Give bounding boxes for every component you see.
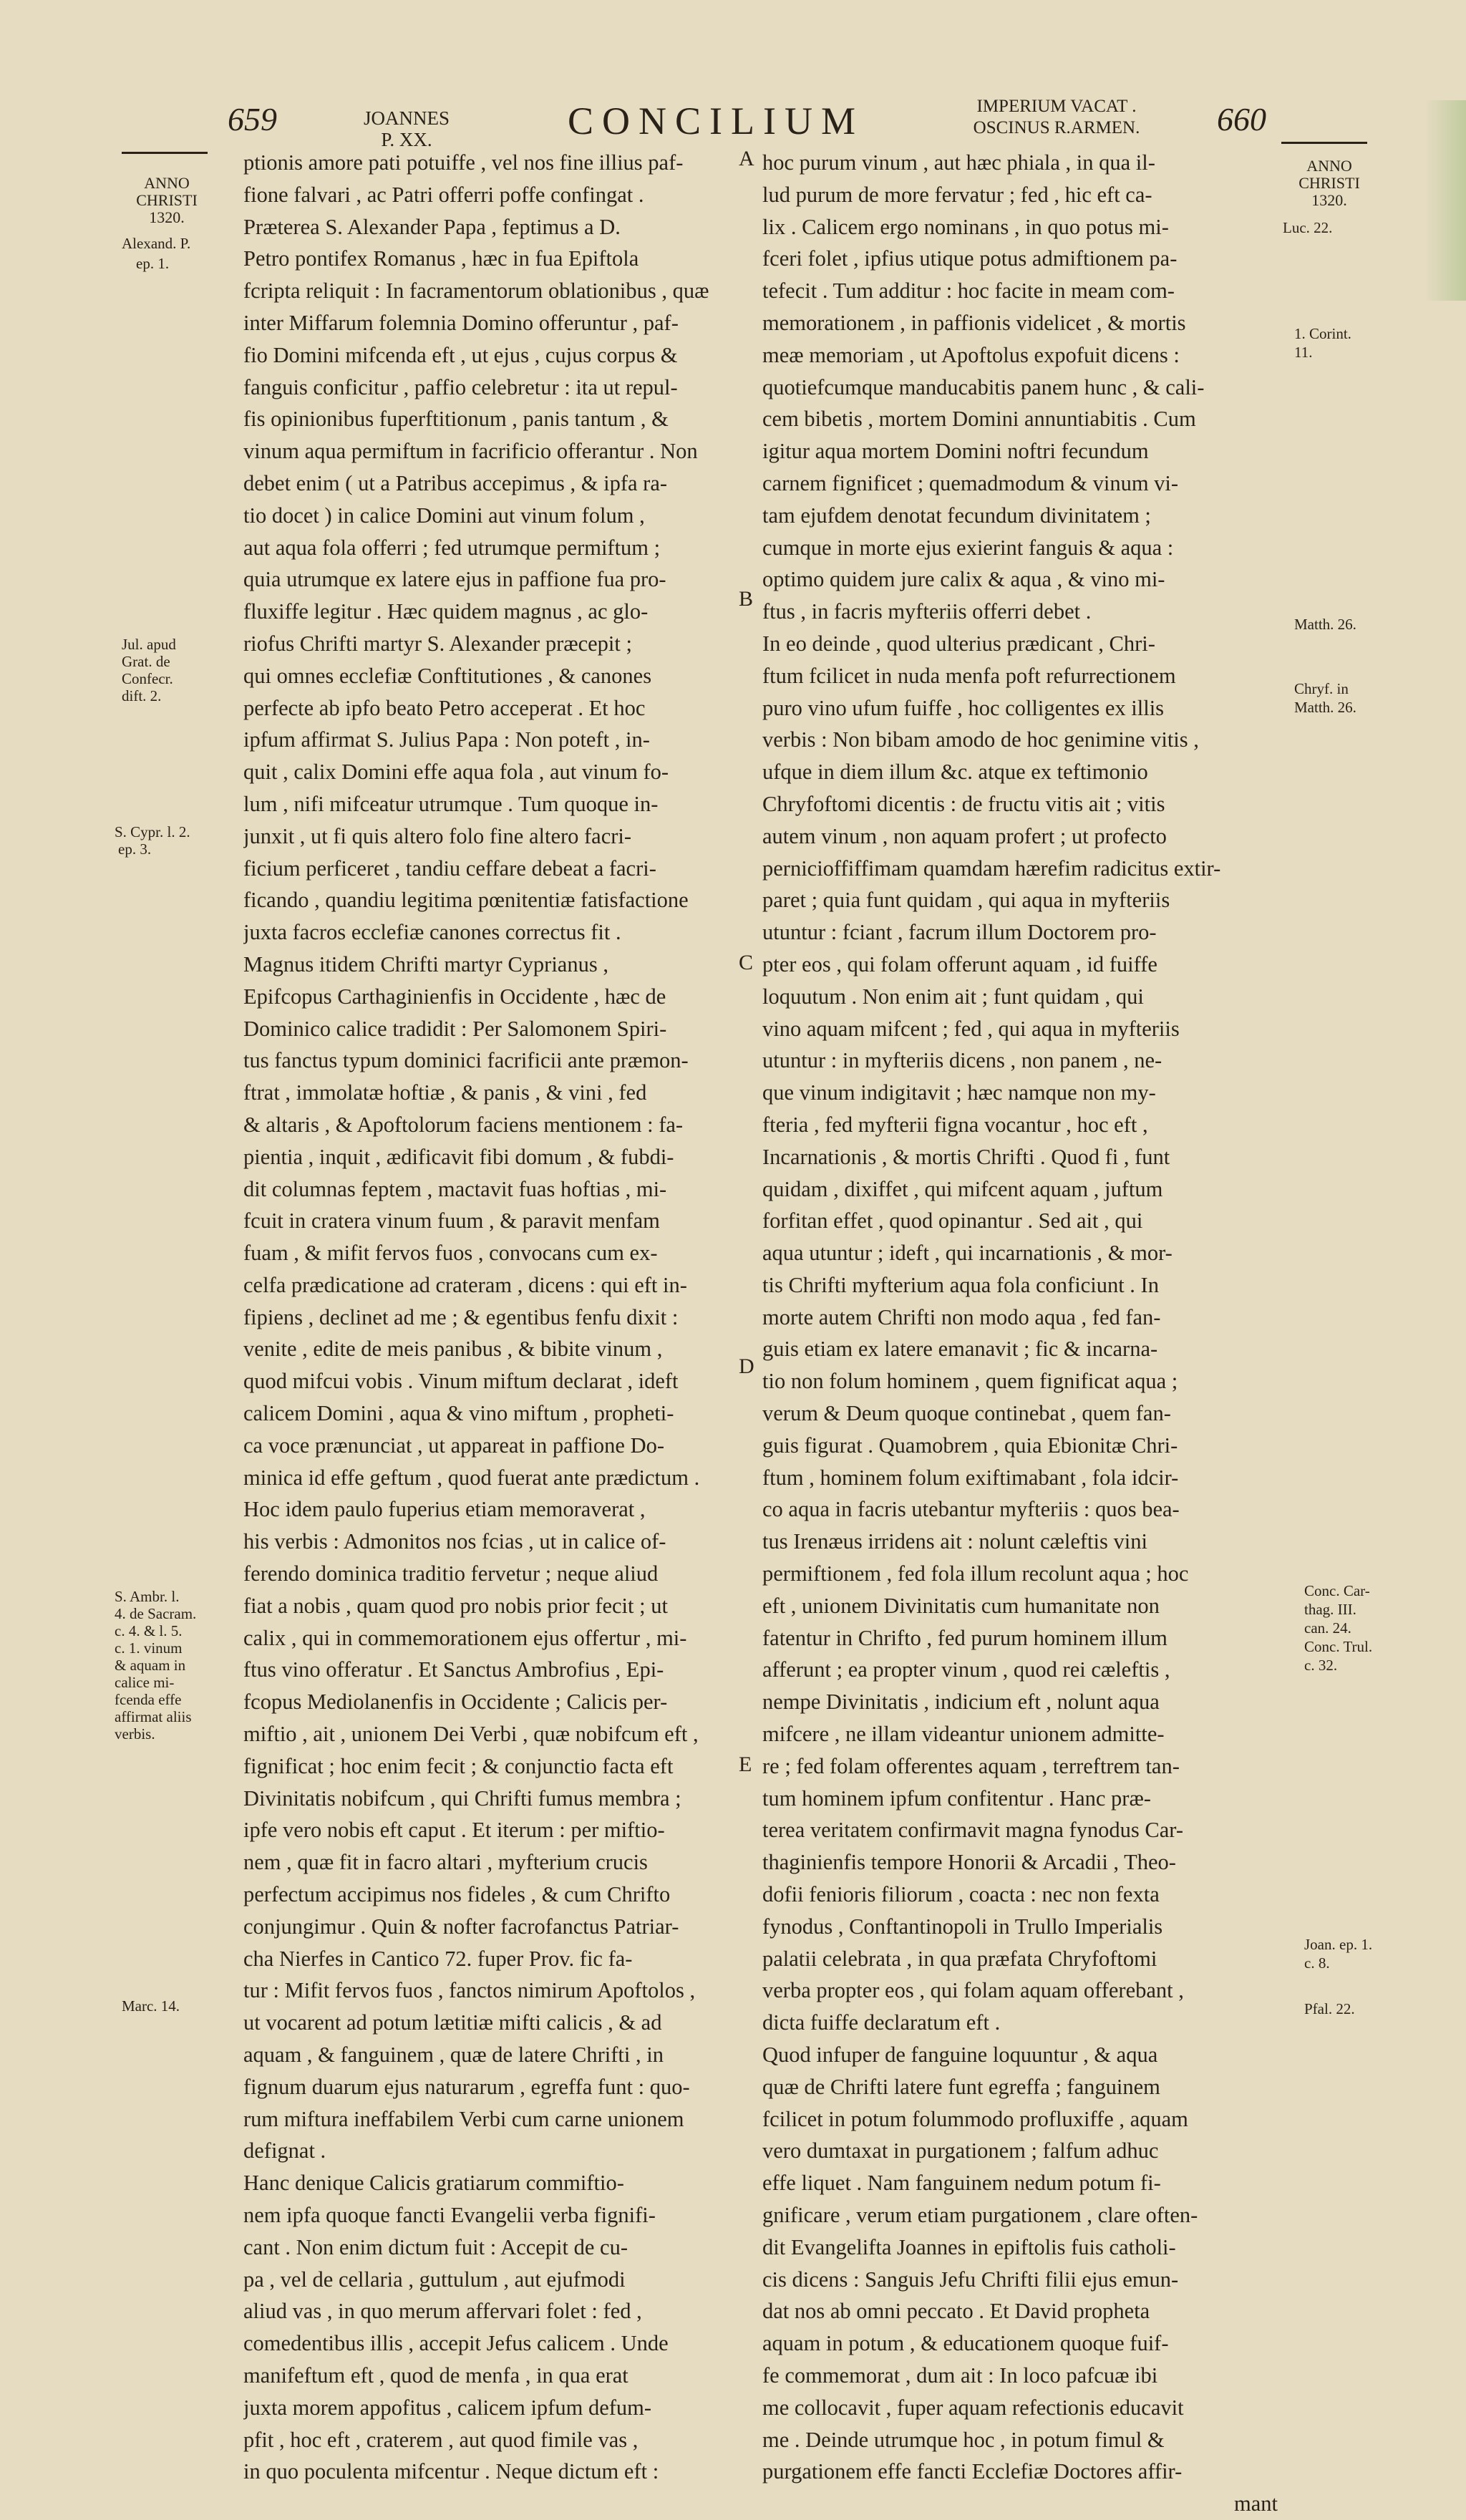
text-line: fe commemorat , dum ait : In loco pafcuæ ibi xyxy=(762,2362,1158,2388)
text-line: dat nos ab omni peccato . Et David propheta xyxy=(762,2299,1150,2324)
anno-left xyxy=(120,175,213,226)
margin-note: Alexand. P. xyxy=(122,235,191,252)
text-line: verbis : Non bibam amodo de hoc genimine vitis , xyxy=(762,727,1199,752)
text-line: fignificat ; hoc enim fecit ; & conjunctio facta eft xyxy=(243,1753,674,1778)
margin-note: c. 8. xyxy=(1304,1954,1330,1972)
text-line: Hanc denique Calicis gratiarum commiftio- xyxy=(243,2171,624,2196)
right-page-number: 660 xyxy=(1217,101,1266,137)
text-line: palatii celebrata , in qua præfata Chryfoftomi xyxy=(762,1946,1157,1971)
text-line: fceri folet , ipfius utique potus admiftionem pa- xyxy=(762,246,1178,271)
text-line: purgationem effe fancti Ecclefiæ Doctores affir- xyxy=(762,2459,1183,2484)
text-line: tam ejufdem denotat fecundum divinitatem ; xyxy=(762,503,1151,528)
text-line: fynodus , Conftantinopoli in Trullo Imperialis xyxy=(762,1914,1163,1939)
text-line: autem vinum , non aquam profert ; ut profecto xyxy=(762,823,1167,848)
margin-note: Jul. apud xyxy=(122,636,176,653)
text-line: re ; fed folam offerentes aquam , terreftrem tan- xyxy=(762,1753,1180,1778)
text-line: tus Irenæus irridens ait : nolunt cæleftis vini xyxy=(762,1529,1147,1554)
text-line: ftum , hominem folum exiftimabant , fola idcir- xyxy=(762,1465,1179,1490)
margin-note: Confecr. xyxy=(122,670,173,687)
text-line: co aqua in facris utebantur myfteriis : quos bea- xyxy=(762,1497,1180,1522)
margin-note: thag. III. xyxy=(1304,1601,1356,1618)
text-line: defignat . xyxy=(243,2138,326,2163)
text-line: minica id effe geftum , quod fuerat ante prædictum . xyxy=(243,1465,700,1490)
running-head-line: IMPERIUM VACAT . xyxy=(976,97,1137,116)
text-line: qui omnes ecclefiæ Conftitutiones , & canones xyxy=(243,663,652,688)
text-line: afferunt ; ea propter vinum , quod rei cæleftis , xyxy=(762,1657,1170,1682)
text-line: juxta morem appofitus , calicem ipfum defum- xyxy=(243,2395,652,2420)
left-margin-rule xyxy=(122,152,208,154)
text-line: dicta fuiffe declaratum eft . xyxy=(762,2010,1001,2035)
text-line: quotiefcumque manducabitis panem hunc , & cali- xyxy=(762,374,1205,399)
margin-note: ep. 3. xyxy=(118,840,152,858)
margin-note: Grat. de xyxy=(122,653,170,670)
anno-right xyxy=(1283,158,1376,209)
text-line: ca voce prænunciat , ut appareat in paffione Do- xyxy=(243,1433,665,1458)
text-line: cumque in morte ejus exierint fanguis & aqua : xyxy=(762,535,1174,560)
text-line: eft , unionem Divinitatis cum humanitate non xyxy=(762,1593,1160,1618)
text-line: pernicioffiffimam quamdam hærefim radicitus extir- xyxy=(762,856,1221,881)
section-letter-a: A xyxy=(739,147,754,170)
text-line: fcilicet in potum folummodo profluxiffe , aquam xyxy=(762,2106,1188,2131)
text-line: inter Miffarum folemnia Domino offeruntur , paf- xyxy=(243,310,679,335)
text-line: aut aqua fola offerri ; fed utrumque permiftum ; xyxy=(243,535,661,560)
text-line: aliud vas , in quo merum affervari folet : fed , xyxy=(243,2299,642,2324)
anno-label: ANNO xyxy=(144,174,190,192)
margin-note: c. 32. xyxy=(1304,1657,1338,1674)
text-line: forfitan effet , quod opinantur . Sed ait , qui xyxy=(762,1208,1143,1234)
text-line: cem bibetis , mortem Domini annuntiabitis . Cum xyxy=(762,407,1196,432)
running-head-line: OSCINUS R.ARMEN. xyxy=(973,118,1140,137)
text-line: Petro pontifex Romanus , hæc in fua Epiftola xyxy=(243,246,639,271)
margin-note: Conc. Trul. xyxy=(1304,1638,1373,1655)
text-line: tio docet ) in calice Domini aut vinum folum , xyxy=(243,503,645,528)
text-line: tio non folum hominem , quem fignificat aqua ; xyxy=(762,1369,1178,1394)
margin-note: can. 24. xyxy=(1304,1619,1351,1637)
text-line: lud purum de more fervatur ; fed , hic eft ca- xyxy=(762,182,1152,207)
text-line: nempe Divinitatis , indicium eft , nolunt aqua xyxy=(762,1690,1160,1715)
text-line: Dominico calice tradidit : Per Salomonem Spiri- xyxy=(243,1016,667,1041)
margin-note: 11. xyxy=(1294,344,1313,361)
text-line: fiat a nobis , quam quod pro nobis prior fecit ; ut xyxy=(243,1593,668,1618)
text-line: utuntur : fciant , facrum illum Doctorem pro- xyxy=(762,920,1157,945)
text-line: quæ de Chrifti latere funt egreffa ; fanguinem xyxy=(762,2074,1160,2099)
text-line: aquam in potum , & educationem quoque fuif- xyxy=(762,2331,1169,2356)
page-title: CONCILIUM xyxy=(568,100,864,142)
text-line: fcuit in cratera vinum fuum , & paravit menfam xyxy=(243,1208,660,1234)
text-line: fione falvari , ac Patri offerri poffe confingat . xyxy=(243,182,644,207)
text-line: morte autem Chrifti non modo aqua , fed fan- xyxy=(762,1304,1161,1329)
left-text-column xyxy=(243,147,741,2488)
margin-note: Matth. 26. xyxy=(1294,699,1356,716)
text-line: ferendo dominica traditio fervetur ; neque aliud xyxy=(243,1561,659,1586)
margin-note: calice mi- xyxy=(115,1674,175,1691)
text-line: lum , nifi mifceatur utrumque . Tum quoque in- xyxy=(243,791,659,816)
section-letter-d: D xyxy=(739,1354,754,1378)
text-line: fcripta reliquit : In facramentorum oblationibus , quæ xyxy=(243,278,709,304)
text-line: me . Deinde utrumque hoc , in potum fimul & xyxy=(762,2427,1165,2452)
margin-note: 4. de Sacram. xyxy=(115,1605,197,1622)
text-line: dit columnas feptem , mactavit fuas hoftias , mi- xyxy=(243,1176,667,1201)
text-line: thaginienfis tempore Honorii & Arcadii , Theo- xyxy=(762,1850,1176,1875)
text-line: vino aquam mifcent ; fed , qui aqua in myfteriis xyxy=(762,1016,1180,1041)
anno-label: ANNO xyxy=(1306,157,1352,175)
text-line: cant . Non enim dictum fuit : Accepit de cu- xyxy=(243,2234,628,2259)
margin-note: 1. Corint. xyxy=(1294,325,1351,342)
text-line: Hoc idem paulo fuperius etiam memoraverat , xyxy=(243,1497,646,1522)
margin-note: S. Cypr. l. 2. xyxy=(115,823,190,840)
text-line: permiftionem , fed fola illum recolunt aqua ; hoc xyxy=(762,1561,1189,1586)
text-line: igitur aqua mortem Domini noftri fecundum xyxy=(762,439,1149,464)
running-head-line: P. XX. xyxy=(381,129,432,150)
text-line: quit , calix Domini effe aqua fola , aut vinum fo- xyxy=(243,760,669,785)
text-line: ficium perficeret , tandiu ceffare debeat a facri- xyxy=(243,856,656,881)
text-line: puro vino ufum fuiffe , hoc colligentes ex illis xyxy=(762,695,1165,720)
margin-note: Conc. Car- xyxy=(1304,1582,1370,1599)
section-letter-c: C xyxy=(739,951,754,974)
section-letter-b: B xyxy=(739,587,754,611)
text-line: aqua utuntur ; ideft , qui incarnationis , & mor- xyxy=(762,1241,1173,1266)
margin-note: c. 4. & l. 5. xyxy=(115,1622,183,1639)
anno-year: 1320. xyxy=(1311,191,1347,209)
text-line: fuam , & mifit fervos fuos , convocans cum ex- xyxy=(243,1241,658,1266)
text-line: quod mifcui vobis . Vinum miftum declarat , ideft xyxy=(243,1369,679,1394)
text-line: Incarnationis , & mortis Chrifti . Quod fi , funt xyxy=(762,1144,1170,1169)
text-line: fcopus Mediolanenfis in Occidente ; Calicis per- xyxy=(243,1690,668,1715)
text-line: tis Chrifti myfterium aqua fola conficiunt . In xyxy=(762,1272,1159,1297)
text-line: ptionis amore pati potuiffe , vel nos fine illius paf- xyxy=(243,150,684,175)
text-line: his verbis : Admonitos nos fcias , ut in calice of- xyxy=(243,1529,666,1554)
text-line: conjungimur . Quin & nofter facrofanctus Patriar- xyxy=(243,1914,679,1939)
text-line: quia utrumque ex latere ejus in paffione fua pro- xyxy=(243,567,666,592)
text-line: lix . Calicem ergo nominans , in quo potus mi- xyxy=(762,214,1169,239)
text-line: celfa prædicatione ad crateram , dicens : qui eft in- xyxy=(243,1272,687,1297)
text-line: manifeftum eft , quod de menfa , in qua erat xyxy=(243,2362,628,2388)
text-line: junxit , ut fi quis altero folo fine altero facri- xyxy=(243,823,632,848)
text-line: dit Evangelifta Joannes in epiftolis fuis catholi- xyxy=(762,2234,1176,2259)
text-line: tefecit . Tum additur : hoc facite in meam com- xyxy=(762,278,1175,304)
text-line: fanguis conficitur , paffio celebretur : ita ut repul- xyxy=(243,374,678,399)
text-line: fatentur in Chrifto , fed purum hominem illum xyxy=(762,1625,1168,1650)
text-line: rum miftura ineffabilem Verbi cum carne unionem xyxy=(243,2106,684,2131)
text-line: aquam , & fanguinem , quæ de latere Chrifti , in xyxy=(243,2042,664,2068)
edge-stain xyxy=(1424,100,1466,301)
margin-note: fcenda effe xyxy=(115,1691,182,1708)
text-line: vero dumtaxat in purgationem ; falfum adhuc xyxy=(762,2138,1159,2163)
text-line: vinum aqua permiftum in facrificio offerantur . Non xyxy=(243,439,698,464)
text-line: loquutum . Non enim ait ; funt quidam , qui xyxy=(762,984,1144,1009)
margin-note: ep. 1. xyxy=(136,255,170,272)
text-line: comedentibus illis , accepit Jefus calicem . Unde xyxy=(243,2331,669,2356)
catchword: mant xyxy=(1234,2491,1278,2516)
margin-note: dift. 2. xyxy=(122,687,162,704)
text-line: memorationem , in paffionis videlicet , & mortis xyxy=(762,310,1186,335)
text-line: ficando , quandiu legitima pœnitentiæ fatisfactione xyxy=(243,888,689,913)
text-line: hoc purum vinum , aut hæc phiala , in qua il- xyxy=(762,150,1155,175)
text-line: fignum duarum ejus naturarum , egreffa funt : quo- xyxy=(243,2074,690,2099)
text-line: calix , qui in commemorationem ejus offertur , mi- xyxy=(243,1625,687,1650)
text-line: que vinum indigitavit ; hæc namque non my- xyxy=(762,1080,1156,1105)
anno-label: CHRISTI xyxy=(136,191,198,209)
left-running-head xyxy=(356,107,457,150)
text-line: verum & Deum quoque continebat , quem fan- xyxy=(762,1401,1171,1426)
text-line: fteria , fed myfterii figna vocantur , hoc eft , xyxy=(762,1112,1148,1137)
text-line: In eo deinde , quod ulterius prædicant , Chri- xyxy=(762,631,1155,656)
margin-note: Joan. ep. 1. xyxy=(1304,1936,1373,1953)
text-line: ipfe vero nobis eft caput . Et iterum : per miftio- xyxy=(243,1818,665,1843)
margin-note: Marc. 14. xyxy=(122,1997,180,2015)
margin-note: Pfal. 22. xyxy=(1304,2000,1355,2017)
margin-note: c. 1. vinum xyxy=(115,1639,183,1657)
left-page-number: 659 xyxy=(228,101,277,137)
text-line: pa , vel de cellaria , guttulum , aut ejufmodi xyxy=(243,2267,626,2292)
text-line: paret ; quia funt quidam , qui aqua in myfteriis xyxy=(762,888,1170,913)
text-line: fluxiffe legitur . Hæc quidem magnus , ac glo- xyxy=(243,599,649,624)
text-line: nem ipfa quoque fancti Evangelii verba fignifi- xyxy=(243,2203,656,2227)
text-line: dofii fenioris filiorum , coacta : nec non fexta xyxy=(762,1882,1160,1907)
text-line: ftus , in facris myfteriis offerri debet . xyxy=(762,599,1092,624)
text-line: carnem fignificet ; quemadmodum & vinum vi- xyxy=(762,470,1179,495)
text-line: cis dicens : Sanguis Jefu Chrifti filii ejus emun- xyxy=(762,2267,1179,2292)
text-line: mifcere , ne illam videantur unionem admitte- xyxy=(762,1722,1165,1747)
text-line: fio Domini mifcenda eft , ut ejus , cujus corpus & xyxy=(243,342,678,367)
text-line: me collocavit , fuper aquam refectionis educavit xyxy=(762,2395,1184,2420)
right-text-column xyxy=(762,147,1278,2520)
text-line: miftio , ait , unionem Dei Verbi , quæ nobifcum eft , xyxy=(243,1722,699,1747)
text-line: perfectum accipimus nos fideles , & cum Chrifto xyxy=(243,1882,671,1907)
right-running-head xyxy=(942,96,1171,139)
margin-note: affirmat aliis xyxy=(115,1708,192,1725)
margin-note: S. Ambr. l. xyxy=(115,1588,180,1605)
text-line: perfecte ab ipfo beato Petro acceperat . Et hoc xyxy=(243,695,646,720)
text-line: pter eos , qui folam offerunt aquam , id fuiffe xyxy=(762,951,1157,976)
running-head-line: JOANNES xyxy=(363,107,450,129)
text-line: cha Nierfes in Cantico 72. fuper Prov. fic fa- xyxy=(243,1946,633,1971)
anno-year: 1320. xyxy=(149,208,185,226)
text-line: tum hominem ipfum confitentur . Hanc præ- xyxy=(762,1785,1151,1811)
margin-note: & aquam in xyxy=(115,1657,186,1674)
margin-note: Luc. 22. xyxy=(1283,219,1333,236)
margin-note: verbis. xyxy=(115,1725,155,1743)
text-line: ftrat , immolatæ hoftiæ , & panis , & vini , fed xyxy=(243,1080,647,1105)
text-line: verba propter eos , qui folam aquam offerebant , xyxy=(762,1978,1184,2003)
text-line: & altaris , & Apoftolorum faciens mentionem : fa- xyxy=(243,1112,684,1137)
text-line: calicem Domini , aqua & vino miftum , propheti- xyxy=(243,1401,674,1426)
text-line: riofus Chrifti martyr S. Alexander præcepit ; xyxy=(243,631,632,656)
text-line: guis figurat . Quamobrem , quia Ebionitæ Chri- xyxy=(762,1433,1178,1458)
text-line: terea veritatem confirmavit magna fynodus Car- xyxy=(762,1818,1183,1843)
text-line: fipiens , declinet ad me ; & egentibus fenfu dixit : xyxy=(243,1304,679,1329)
margin-note: Matth. 26. xyxy=(1294,616,1356,633)
text-line: Divinitatis nobifcum , qui Chrifti fumus membra ; xyxy=(243,1785,681,1811)
text-line: in quo poculenta mifcentur . Neque dictum eft : xyxy=(243,2459,659,2484)
text-line: Epifcopus Carthaginienfis in Occidente , hæc de xyxy=(243,984,666,1009)
text-line: tur : Mifit fervos fuos , fanctos nimirum Apoftolos , xyxy=(243,1978,696,2003)
text-line: ftum fcilicet in nuda menfa poft refurrectionem xyxy=(762,663,1176,688)
text-line: Chryfoftomi dicentis : de fructu vitis ait ; vitis xyxy=(762,791,1165,816)
text-line: gnificare , verum etiam purgationem , clare often- xyxy=(762,2203,1198,2227)
text-line: Magnus itidem Chrifti martyr Cyprianus , xyxy=(243,951,608,976)
text-line: ipfum affirmat S. Julius Papa : Non poteft , in- xyxy=(243,727,650,752)
text-line: Quod infuper de fanguine loquuntur , & aqua xyxy=(762,2042,1158,2068)
text-line: optimo quidem jure calix & aqua , & vino mi- xyxy=(762,567,1165,592)
text-line: utuntur : in myfteriis dicens , non panem , ne- xyxy=(762,1048,1162,1073)
section-letter-e: E xyxy=(739,1753,752,1776)
margin-note: Chryf. in xyxy=(1294,680,1349,697)
text-line: ufque in diem illum &c. atque ex teftimonio xyxy=(762,760,1148,785)
text-line: meæ memoriam , ut Apoftolus expofuit dicens : xyxy=(762,342,1180,367)
text-line: pientia , inquit , ædificavit fibi domum , & fubdi- xyxy=(243,1144,674,1169)
right-margin-rule xyxy=(1281,142,1367,144)
text-line: ut vocarent ad potum lætitiæ mifti calicis , & ad xyxy=(243,2010,662,2035)
text-line: pfit , hoc eft , craterem , aut quod fimile vas , xyxy=(243,2427,639,2452)
text-line: debet enim ( ut a Patribus accepimus , & ipfa ra- xyxy=(243,470,668,495)
text-line: nem , quæ fit in facro altari , myfterium crucis xyxy=(243,1850,648,1875)
text-line: Præterea S. Alexander Papa , feptimus a D. xyxy=(243,214,621,239)
text-line: venite , edite de meis panibus , & bibite vinum , xyxy=(243,1337,663,1362)
anno-label: CHRISTI xyxy=(1298,174,1360,192)
text-line: fis opinionibus fuperftitionum , panis tantum , & xyxy=(243,407,669,432)
text-line: quidam , dixiffet , qui mifcent aquam , juftum xyxy=(762,1176,1163,1201)
text-line: tus fanctus typum dominici facrificii ante præmon- xyxy=(243,1048,689,1073)
text-line: ftus vino offeratur . Et Sanctus Ambrofius , Epi- xyxy=(243,1657,664,1682)
text-line: guis etiam ex latere emanavit ; fic & incarna- xyxy=(762,1337,1158,1362)
text-line: effe liquet . Nam fanguinem nedum potum fi- xyxy=(762,2171,1161,2196)
text-line: juxta facros ecclefiæ canones correctus fit . xyxy=(243,920,621,945)
